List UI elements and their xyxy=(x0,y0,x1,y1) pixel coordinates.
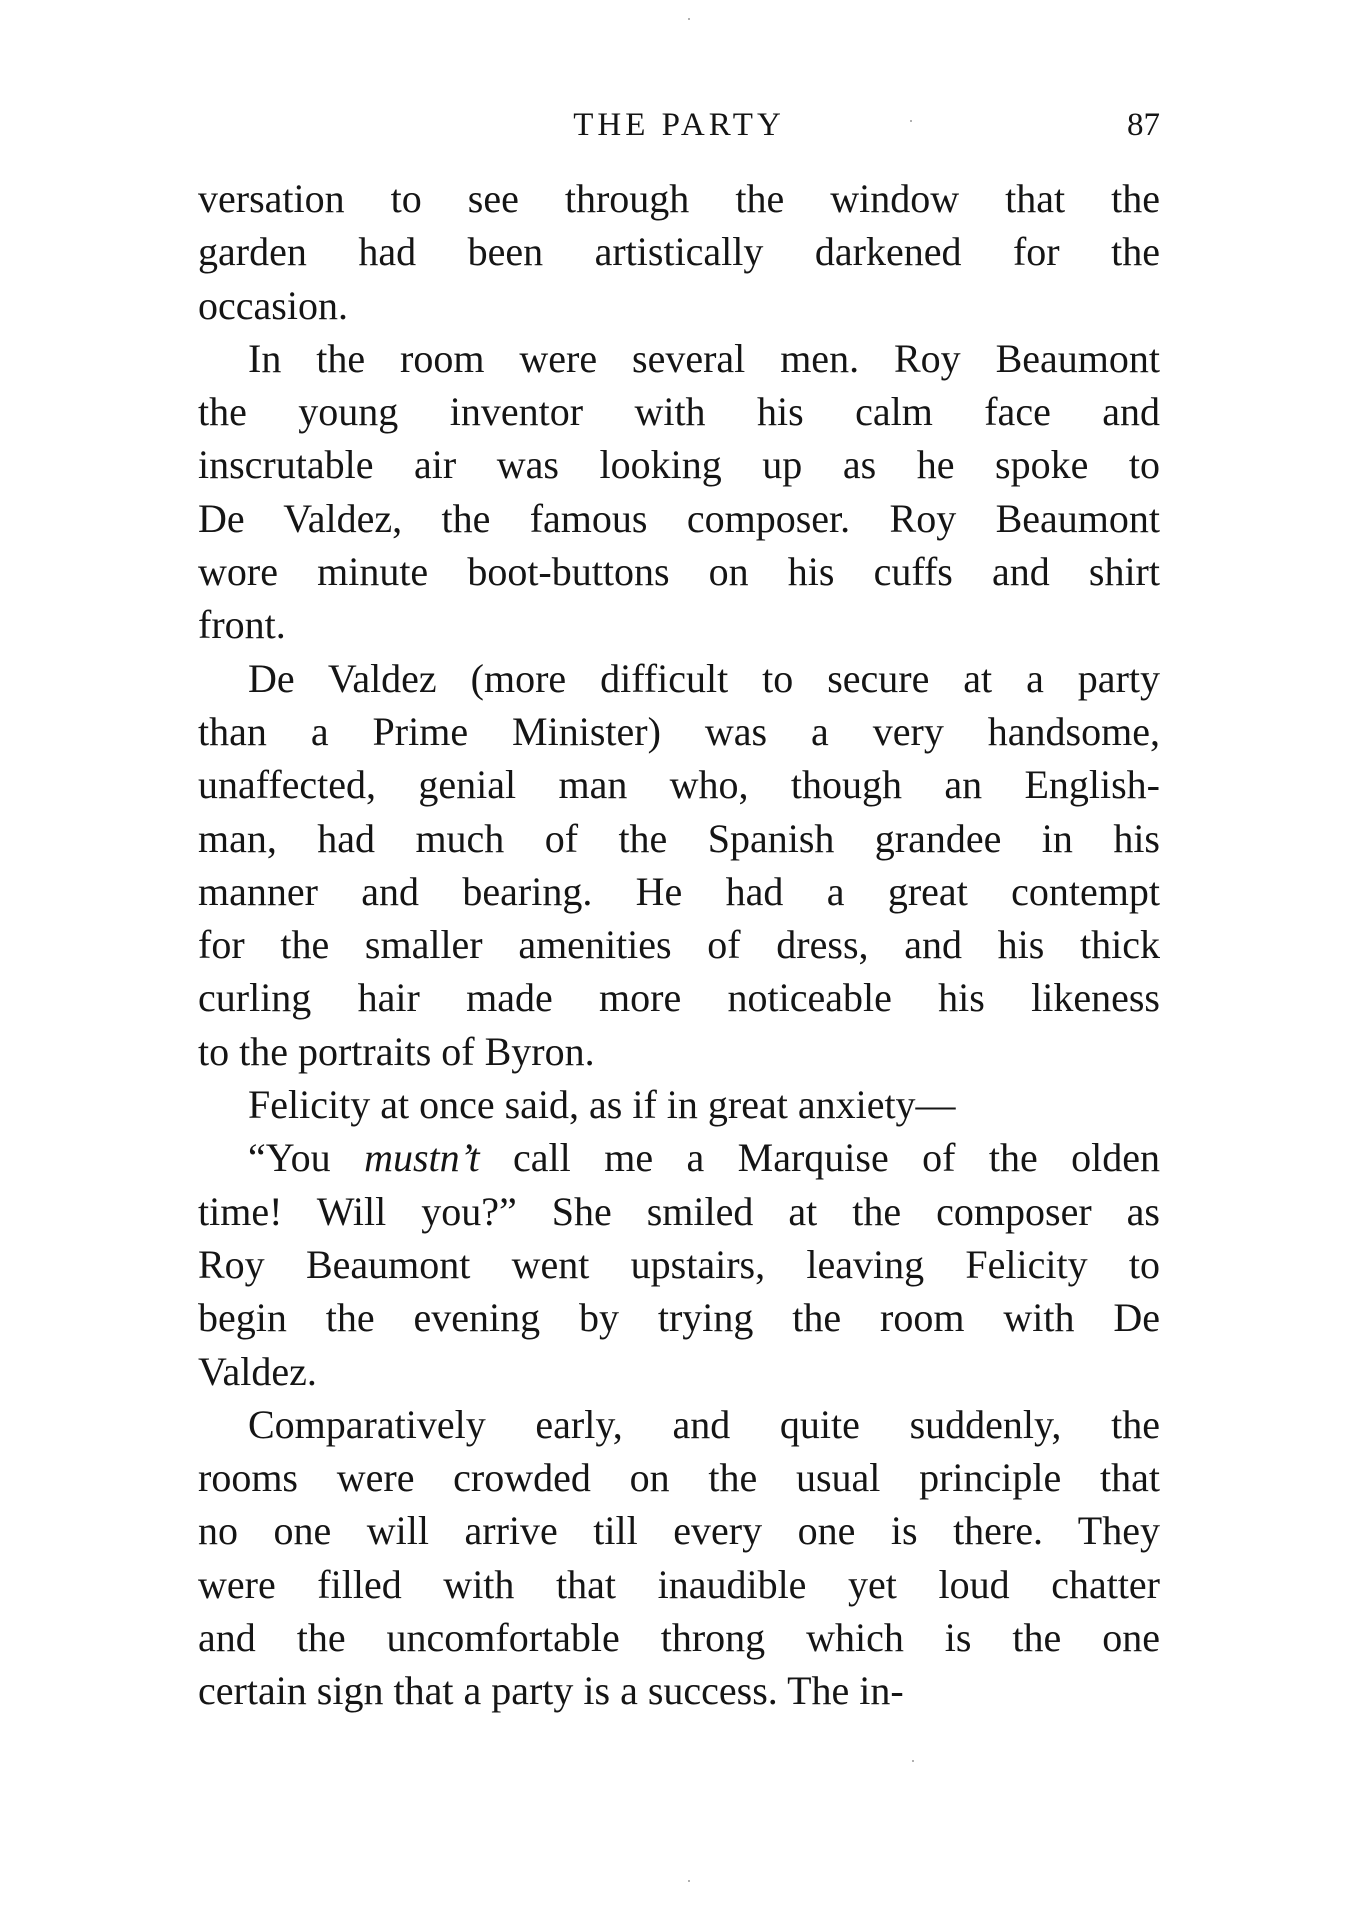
text-line: garden had been artistically darkened for the xyxy=(198,229,1160,275)
paragraph xyxy=(198,1078,1160,1131)
text-line: the young inventor with his calm face and xyxy=(198,389,1160,435)
scan-speck xyxy=(688,1880,690,1882)
text-line: front. xyxy=(198,602,286,648)
paragraph xyxy=(198,332,1160,652)
running-title: THE PARTY xyxy=(573,107,785,143)
text-line: rooms were crowded on the usual principle that xyxy=(198,1455,1160,1501)
running-head xyxy=(198,100,1160,150)
text-line: were filled with that inaudible yet loud chatter xyxy=(198,1561,1160,1607)
text-line: Valdez. xyxy=(198,1348,317,1394)
emphasis: mustn’t xyxy=(364,1135,480,1181)
text-line: for the smaller amenities of dress, and his thick xyxy=(198,922,1160,968)
text-line: time! Will you?” She smiled at the composer as xyxy=(198,1188,1160,1234)
text-line: Roy Beaumont went upstairs, leaving Felicity to xyxy=(198,1241,1160,1287)
text-line: Comparatively early, and quite suddenly, the xyxy=(248,1401,1160,1447)
text-line: curling hair made more noticeable his likeness xyxy=(198,975,1160,1021)
text-line: De Valdez, the famous composer. Roy Beaumont xyxy=(198,495,1160,541)
paragraph xyxy=(198,1131,1160,1397)
scan-speck xyxy=(688,18,690,20)
text-line: than a Prime Minister) was a very handsome, xyxy=(198,708,1160,754)
text-line: certain sign that a party is a success. The in- xyxy=(198,1668,904,1714)
paragraph xyxy=(198,652,1160,1078)
text-line: and the uncomfortable throng which is the one xyxy=(198,1615,1160,1661)
paragraph xyxy=(198,1398,1160,1718)
paragraph xyxy=(198,172,1160,332)
text-line: occasion. xyxy=(198,282,348,328)
text-line: Felicity at once said, as if in great anxiety— xyxy=(248,1082,956,1128)
text-line: man, had much of the Spanish grandee in his xyxy=(198,815,1160,861)
text-line: begin the evening by trying the room with De xyxy=(198,1295,1160,1341)
scan-speck xyxy=(912,1760,914,1762)
text-line: In the room were several men. Roy Beaumont xyxy=(248,335,1160,381)
text-line: no one will arrive till every one is there. They xyxy=(198,1508,1160,1554)
text-line: versation to see through the window that the xyxy=(198,176,1160,221)
body-text xyxy=(198,172,1160,1718)
text-line: inscrutable air was looking up as he spoke to xyxy=(198,442,1160,488)
text-line: manner and bearing. He had a great contempt xyxy=(198,868,1160,914)
text-line: wore minute boot-buttons on his cuffs and shirt xyxy=(198,549,1160,595)
text-line: De Valdez (more difficult to secure at a party xyxy=(248,655,1160,701)
text-line: to the portraits of Byron. xyxy=(198,1028,595,1074)
text-line: “You mustn’t call me a Marquise of the olden xyxy=(248,1135,1161,1181)
page-number: 87 xyxy=(1127,107,1160,143)
text-line: unaffected, genial man who, though an English- xyxy=(198,762,1160,808)
